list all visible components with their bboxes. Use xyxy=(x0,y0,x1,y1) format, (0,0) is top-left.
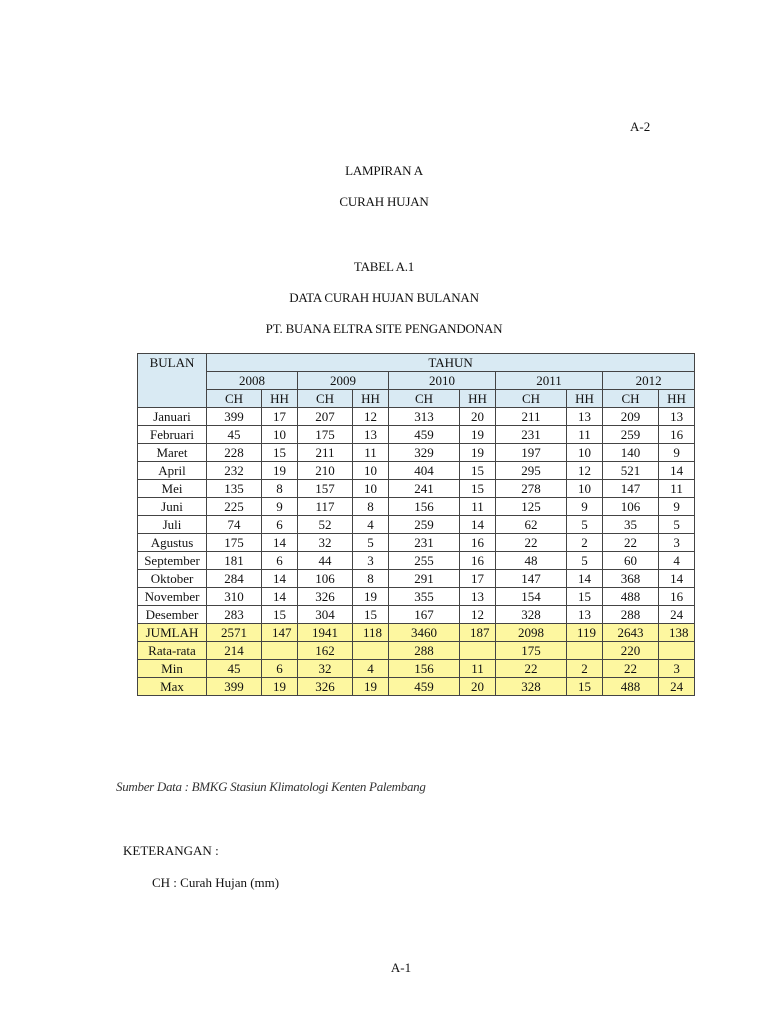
cell-ch: 181 xyxy=(207,552,262,570)
cell-ch: 328 xyxy=(496,606,567,624)
cell-hh: 12 xyxy=(460,606,496,624)
cell-hh: 15 xyxy=(262,606,298,624)
cell-hh: 14 xyxy=(567,570,603,588)
cell-hh: 19 xyxy=(460,444,496,462)
cell-ch: 220 xyxy=(603,642,659,660)
cell-ch: 231 xyxy=(496,426,567,444)
cell-hh: 4 xyxy=(353,516,389,534)
page-number-bottom: A-1 xyxy=(390,960,412,975)
table-row xyxy=(138,552,695,570)
cell-ch: 45 xyxy=(207,426,262,444)
cell-hh: 14 xyxy=(659,462,695,480)
table-header xyxy=(138,354,695,408)
cell-hh: 24 xyxy=(659,606,695,624)
cell-hh xyxy=(659,642,695,660)
cell-ch: 135 xyxy=(207,480,262,498)
cell-hh: 13 xyxy=(659,408,695,426)
cell-hh: 9 xyxy=(262,498,298,516)
cell-hh: 15 xyxy=(460,480,496,498)
row-label: April xyxy=(138,462,207,480)
header-ch: CH xyxy=(389,390,460,408)
row-label: Januari xyxy=(138,408,207,426)
cell-hh xyxy=(353,642,389,660)
cell-hh: 119 xyxy=(567,624,603,642)
cell-ch: 197 xyxy=(496,444,567,462)
cell-ch: 329 xyxy=(389,444,460,462)
cell-hh: 6 xyxy=(262,552,298,570)
cell-hh xyxy=(262,642,298,660)
cell-hh xyxy=(460,642,496,660)
header-tahun: TAHUN xyxy=(207,354,695,372)
cell-hh: 8 xyxy=(262,480,298,498)
header-hh: HH xyxy=(262,390,298,408)
cell-ch: 167 xyxy=(389,606,460,624)
cell-hh: 15 xyxy=(567,588,603,606)
header-hh: HH xyxy=(353,390,389,408)
header-ch: CH xyxy=(496,390,567,408)
table-row xyxy=(138,444,695,462)
cell-ch: 156 xyxy=(389,498,460,516)
cell-hh: 5 xyxy=(567,516,603,534)
cell-ch: 399 xyxy=(207,678,262,696)
cell-ch: 1941 xyxy=(298,624,353,642)
table-row xyxy=(138,624,695,642)
cell-ch: 459 xyxy=(389,678,460,696)
appendix-subtitle: CURAH HUJAN xyxy=(339,194,429,209)
cell-hh: 3 xyxy=(353,552,389,570)
row-label: November xyxy=(138,588,207,606)
cell-hh: 14 xyxy=(262,534,298,552)
cell-ch: 310 xyxy=(207,588,262,606)
cell-ch: 459 xyxy=(389,426,460,444)
row-label: Agustus xyxy=(138,534,207,552)
cell-ch: 162 xyxy=(298,642,353,660)
table-row xyxy=(138,588,695,606)
cell-ch: 106 xyxy=(603,498,659,516)
cell-hh: 187 xyxy=(460,624,496,642)
cell-ch: 32 xyxy=(298,660,353,678)
cell-hh: 5 xyxy=(353,534,389,552)
cell-hh: 5 xyxy=(659,516,695,534)
cell-hh: 10 xyxy=(262,426,298,444)
cell-hh: 9 xyxy=(567,498,603,516)
cell-ch: 207 xyxy=(298,408,353,426)
table-company: PT. BUANA ELTRA SITE PENGANDONAN xyxy=(265,321,503,336)
cell-ch: 259 xyxy=(603,426,659,444)
source-note: Sumber Data : BMKG Stasiun Klimatologi Kenten Palembang xyxy=(116,779,426,794)
cell-hh: 15 xyxy=(460,462,496,480)
cell-hh: 10 xyxy=(567,480,603,498)
cell-ch: 232 xyxy=(207,462,262,480)
cell-ch: 488 xyxy=(603,588,659,606)
year-header: 2012 xyxy=(603,372,695,390)
cell-ch: 228 xyxy=(207,444,262,462)
cell-hh: 19 xyxy=(353,588,389,606)
cell-hh: 20 xyxy=(460,678,496,696)
table-body xyxy=(138,408,695,696)
cell-ch: 211 xyxy=(298,444,353,462)
cell-hh: 13 xyxy=(353,426,389,444)
cell-ch: 225 xyxy=(207,498,262,516)
cell-ch: 211 xyxy=(496,408,567,426)
cell-hh: 2 xyxy=(567,534,603,552)
cell-hh: 11 xyxy=(659,480,695,498)
cell-hh: 19 xyxy=(262,678,298,696)
cell-ch: 2571 xyxy=(207,624,262,642)
cell-hh: 10 xyxy=(353,462,389,480)
row-label: Min xyxy=(138,660,207,678)
header-bulan: BULAN xyxy=(138,354,207,408)
cell-ch: 291 xyxy=(389,570,460,588)
row-label: Juni xyxy=(138,498,207,516)
cell-ch: 368 xyxy=(603,570,659,588)
keterangan-label: KETERANGAN : xyxy=(123,843,219,858)
cell-ch: 147 xyxy=(603,480,659,498)
cell-ch: 326 xyxy=(298,588,353,606)
cell-ch: 175 xyxy=(207,534,262,552)
cell-ch: 259 xyxy=(389,516,460,534)
cell-hh: 15 xyxy=(567,678,603,696)
cell-ch: 60 xyxy=(603,552,659,570)
row-label: September xyxy=(138,552,207,570)
cell-hh: 4 xyxy=(659,552,695,570)
cell-hh: 15 xyxy=(353,606,389,624)
cell-hh: 10 xyxy=(353,480,389,498)
cell-hh: 19 xyxy=(262,462,298,480)
row-label: JUMLAH xyxy=(138,624,207,642)
cell-ch: 154 xyxy=(496,588,567,606)
cell-hh: 4 xyxy=(353,660,389,678)
cell-hh: 6 xyxy=(262,516,298,534)
cell-hh: 14 xyxy=(262,588,298,606)
header-hh: HH xyxy=(567,390,603,408)
cell-ch: 62 xyxy=(496,516,567,534)
sub-header-row xyxy=(138,390,695,408)
row-label: Rata-rata xyxy=(138,642,207,660)
table-row xyxy=(138,516,695,534)
cell-hh: 13 xyxy=(567,606,603,624)
cell-hh: 12 xyxy=(353,408,389,426)
cell-hh: 11 xyxy=(353,444,389,462)
cell-ch: 52 xyxy=(298,516,353,534)
cell-hh: 5 xyxy=(567,552,603,570)
cell-ch: 175 xyxy=(298,426,353,444)
table-row xyxy=(138,570,695,588)
cell-ch: 106 xyxy=(298,570,353,588)
year-header-row xyxy=(138,372,695,390)
cell-hh: 15 xyxy=(262,444,298,462)
cell-ch: 399 xyxy=(207,408,262,426)
cell-ch: 231 xyxy=(389,534,460,552)
cell-hh: 9 xyxy=(659,444,695,462)
cell-ch: 210 xyxy=(298,462,353,480)
cell-ch: 157 xyxy=(298,480,353,498)
row-label: Mei xyxy=(138,480,207,498)
cell-ch: 326 xyxy=(298,678,353,696)
cell-hh: 24 xyxy=(659,678,695,696)
cell-ch: 35 xyxy=(603,516,659,534)
table-row xyxy=(138,498,695,516)
year-header: 2009 xyxy=(298,372,389,390)
cell-hh: 11 xyxy=(460,660,496,678)
header-hh: HH xyxy=(659,390,695,408)
cell-hh: 11 xyxy=(460,498,496,516)
cell-ch: 32 xyxy=(298,534,353,552)
cell-ch: 521 xyxy=(603,462,659,480)
cell-ch: 156 xyxy=(389,660,460,678)
cell-hh: 16 xyxy=(659,588,695,606)
table-row xyxy=(138,408,695,426)
header-ch: CH xyxy=(207,390,262,408)
cell-hh: 20 xyxy=(460,408,496,426)
cell-ch: 140 xyxy=(603,444,659,462)
cell-hh: 16 xyxy=(460,534,496,552)
appendix-title: LAMPIRAN A xyxy=(345,163,423,178)
cell-ch: 304 xyxy=(298,606,353,624)
cell-ch: 283 xyxy=(207,606,262,624)
cell-hh: 16 xyxy=(460,552,496,570)
cell-hh: 19 xyxy=(460,426,496,444)
cell-ch: 22 xyxy=(496,534,567,552)
cell-hh: 12 xyxy=(567,462,603,480)
cell-hh: 17 xyxy=(460,570,496,588)
cell-ch: 117 xyxy=(298,498,353,516)
header-ch: CH xyxy=(298,390,353,408)
cell-ch: 404 xyxy=(389,462,460,480)
row-label: Max xyxy=(138,678,207,696)
cell-ch: 44 xyxy=(298,552,353,570)
cell-ch: 288 xyxy=(603,606,659,624)
table-row xyxy=(138,606,695,624)
cell-hh: 3 xyxy=(659,534,695,552)
cell-ch: 125 xyxy=(496,498,567,516)
cell-hh: 13 xyxy=(567,408,603,426)
table-row xyxy=(138,678,695,696)
row-label: Oktober xyxy=(138,570,207,588)
cell-ch: 313 xyxy=(389,408,460,426)
table-row xyxy=(138,426,695,444)
cell-hh: 16 xyxy=(659,426,695,444)
cell-hh: 10 xyxy=(567,444,603,462)
cell-ch: 214 xyxy=(207,642,262,660)
cell-ch: 488 xyxy=(603,678,659,696)
cell-ch: 22 xyxy=(603,534,659,552)
cell-hh: 17 xyxy=(262,408,298,426)
table-row xyxy=(138,642,695,660)
cell-ch: 175 xyxy=(496,642,567,660)
cell-ch: 2098 xyxy=(496,624,567,642)
table-number: TABEL A.1 xyxy=(353,259,415,274)
cell-hh: 138 xyxy=(659,624,695,642)
table-row xyxy=(138,534,695,552)
cell-hh: 6 xyxy=(262,660,298,678)
table-row xyxy=(138,660,695,678)
year-header: 2010 xyxy=(389,372,496,390)
cell-hh: 11 xyxy=(567,426,603,444)
cell-ch: 284 xyxy=(207,570,262,588)
cell-ch: 48 xyxy=(496,552,567,570)
cell-hh: 118 xyxy=(353,624,389,642)
cell-ch: 3460 xyxy=(389,624,460,642)
table-title: DATA CURAH HUJAN BULANAN xyxy=(289,290,479,305)
year-header: 2008 xyxy=(207,372,298,390)
cell-ch: 278 xyxy=(496,480,567,498)
row-label: Juli xyxy=(138,516,207,534)
row-label: Desember xyxy=(138,606,207,624)
cell-ch: 74 xyxy=(207,516,262,534)
cell-ch: 22 xyxy=(603,660,659,678)
table-row xyxy=(138,480,695,498)
legend-ch: CH : Curah Hujan (mm) xyxy=(152,875,280,890)
table-row xyxy=(138,462,695,480)
year-header: 2011 xyxy=(496,372,603,390)
cell-ch: 255 xyxy=(389,552,460,570)
cell-ch: 295 xyxy=(496,462,567,480)
cell-hh: 2 xyxy=(567,660,603,678)
cell-ch: 328 xyxy=(496,678,567,696)
cell-ch: 288 xyxy=(389,642,460,660)
cell-hh: 9 xyxy=(659,498,695,516)
row-label: Februari xyxy=(138,426,207,444)
cell-ch: 22 xyxy=(496,660,567,678)
cell-ch: 241 xyxy=(389,480,460,498)
cell-hh: 19 xyxy=(353,678,389,696)
cell-hh: 8 xyxy=(353,570,389,588)
row-label: Maret xyxy=(138,444,207,462)
rainfall-table xyxy=(137,353,695,696)
cell-hh: 13 xyxy=(460,588,496,606)
cell-hh xyxy=(567,642,603,660)
cell-hh: 8 xyxy=(353,498,389,516)
cell-ch: 209 xyxy=(603,408,659,426)
cell-hh: 14 xyxy=(262,570,298,588)
cell-hh: 3 xyxy=(659,660,695,678)
cell-ch: 45 xyxy=(207,660,262,678)
cell-hh: 14 xyxy=(659,570,695,588)
header-ch: CH xyxy=(603,390,659,408)
cell-ch: 2643 xyxy=(603,624,659,642)
cell-hh: 14 xyxy=(460,516,496,534)
cell-ch: 147 xyxy=(496,570,567,588)
cell-ch: 355 xyxy=(389,588,460,606)
cell-hh: 147 xyxy=(262,624,298,642)
page-number-top: A-2 xyxy=(630,119,651,134)
header-hh: HH xyxy=(460,390,496,408)
